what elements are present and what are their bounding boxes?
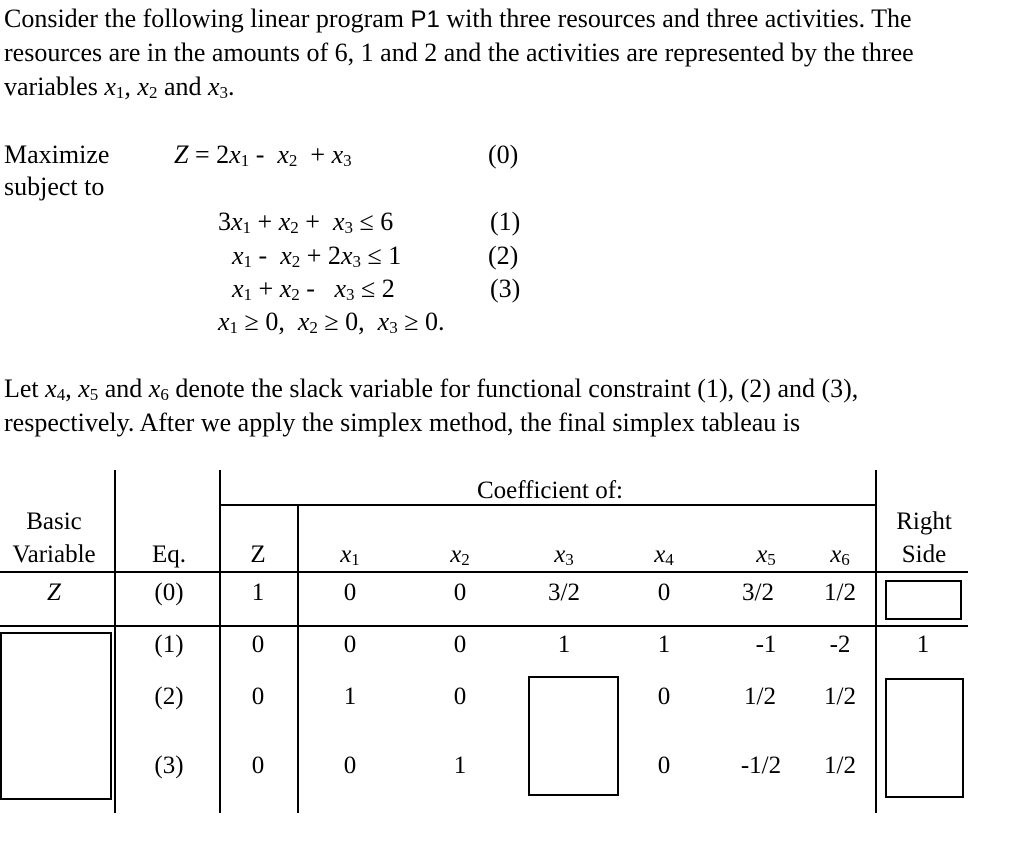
row0-x2: 0 <box>453 579 467 606</box>
maximize-label: Maximize <box>4 140 110 169</box>
row1-eq: (1) <box>154 631 184 658</box>
slack-line-2: respectively. After we apply the simplex method, the final simplex tableau is <box>4 408 801 437</box>
x2-header: $x_2$ <box>450 541 470 569</box>
row2-z: 0 <box>251 683 265 710</box>
x3-blank-box <box>528 676 619 796</box>
constraint-1-number: (1) <box>490 207 521 236</box>
basic-variable-blank-box <box>0 632 112 800</box>
rhs-blank-box <box>885 678 964 798</box>
basic-variable-header-2: Variable <box>12 541 96 568</box>
row3-x5: -1/2 <box>740 752 782 779</box>
eq-header: Eq. <box>151 541 187 568</box>
intro-line-1-text: Consider the following linear program <box>4 4 405 33</box>
row1-x3: 1 <box>557 631 571 658</box>
row1-x1: 0 <box>343 631 357 658</box>
slack-line-1-head: Let <box>4 374 39 403</box>
intro-line-1 <box>4 2 912 37</box>
tableau-vline-2 <box>219 470 221 813</box>
row0-x6: 1/2 <box>824 579 856 606</box>
row3-x6: 1/2 <box>824 752 856 779</box>
row0-rhs-blank-box <box>885 580 962 620</box>
objective-function: $Z = 2x_1 - x_2 + x_3$ <box>174 140 352 170</box>
row0-x3: 3/2 <box>548 579 580 606</box>
constraint-3-number: (3) <box>490 274 521 303</box>
slack-line-1: Let $x_4$, $x_5$ and $x_6$ denote the slack variable for functional constraint (1), (2) and (3), <box>4 374 859 404</box>
row1-x5: -1 <box>755 631 777 658</box>
row2-x1: 1 <box>343 683 357 710</box>
intro-line-2: resources are in the amounts of 6, 1 and 2 and the activities are represented by the three <box>4 38 914 67</box>
row3-x2: 1 <box>453 752 467 779</box>
row2-x2: 0 <box>453 683 467 710</box>
row2-x4: 0 <box>657 683 671 710</box>
row2-x6: 1/2 <box>824 683 856 710</box>
constraint-3: $x_1 + x_2 - x_3 \le 2$ <box>232 274 395 304</box>
coefficient-header: Coefficient of: <box>476 477 624 504</box>
tableau-vline-4 <box>875 470 877 813</box>
row0-x1: 0 <box>343 579 357 606</box>
row0-basic: Z <box>47 579 61 606</box>
row0-z: 1 <box>251 579 265 606</box>
row3-x4: 0 <box>657 752 671 779</box>
row0-x5: 3/2 <box>742 579 774 606</box>
x5-header: $x_5$ <box>756 541 776 569</box>
program-name: P1 <box>410 6 440 33</box>
tableau-row0-line <box>0 625 968 627</box>
row3-z: 0 <box>251 752 265 779</box>
tableau-vline-3 <box>297 505 299 813</box>
x1-header: $x_1$ <box>340 541 360 569</box>
row3-x1: 0 <box>343 752 357 779</box>
row2-x5: 1/2 <box>744 683 776 710</box>
nonnegativity: $x_1 \ge 0$, $x_2 \ge 0$, $x_3 \ge 0$. <box>218 307 445 337</box>
x4-header: $x_4$ <box>654 541 674 569</box>
right-side-header-2: Side <box>901 541 947 568</box>
row0-eq: (0) <box>154 579 184 606</box>
row0-x4: 0 <box>657 579 671 606</box>
tableau-vline-1 <box>114 470 116 813</box>
subject-to-label: subject to <box>4 172 105 201</box>
slack-line-1-text: denote the slack variable for functional constraint (1), (2) and (3), <box>175 374 859 403</box>
objective-eq-number: (0) <box>488 140 519 169</box>
constraint-2: $x_1 - x_2 + 2x_3 \le 1$ <box>232 241 402 271</box>
constraint-1: $3x_1 + x_2 + x_3 \le 6$ <box>218 207 394 237</box>
x3-header: $x_3$ <box>554 541 574 569</box>
tableau-header-line <box>0 571 968 573</box>
row2-eq: (2) <box>154 683 184 710</box>
intro-line-3: variables $x_1$, $x_2$ and $x_3$. <box>4 72 235 102</box>
row1-z: 0 <box>251 631 265 658</box>
row3-eq: (3) <box>154 752 184 779</box>
right-side-header-1: Right <box>896 508 952 535</box>
basic-variable-header-1: Basic <box>26 508 82 535</box>
x6-header: $x_6$ <box>830 541 850 569</box>
intro-line-3-text: variables <box>4 72 98 101</box>
constraint-2-number: (2) <box>488 241 519 270</box>
z-column-header: Z <box>250 541 266 568</box>
intro-line-1-tail: with three resources and three activities. The <box>446 4 912 33</box>
row1-rhs: 1 <box>916 631 930 658</box>
row1-x6: -2 <box>829 631 851 658</box>
row1-x4: 1 <box>657 631 671 658</box>
row1-x2: 0 <box>453 631 467 658</box>
